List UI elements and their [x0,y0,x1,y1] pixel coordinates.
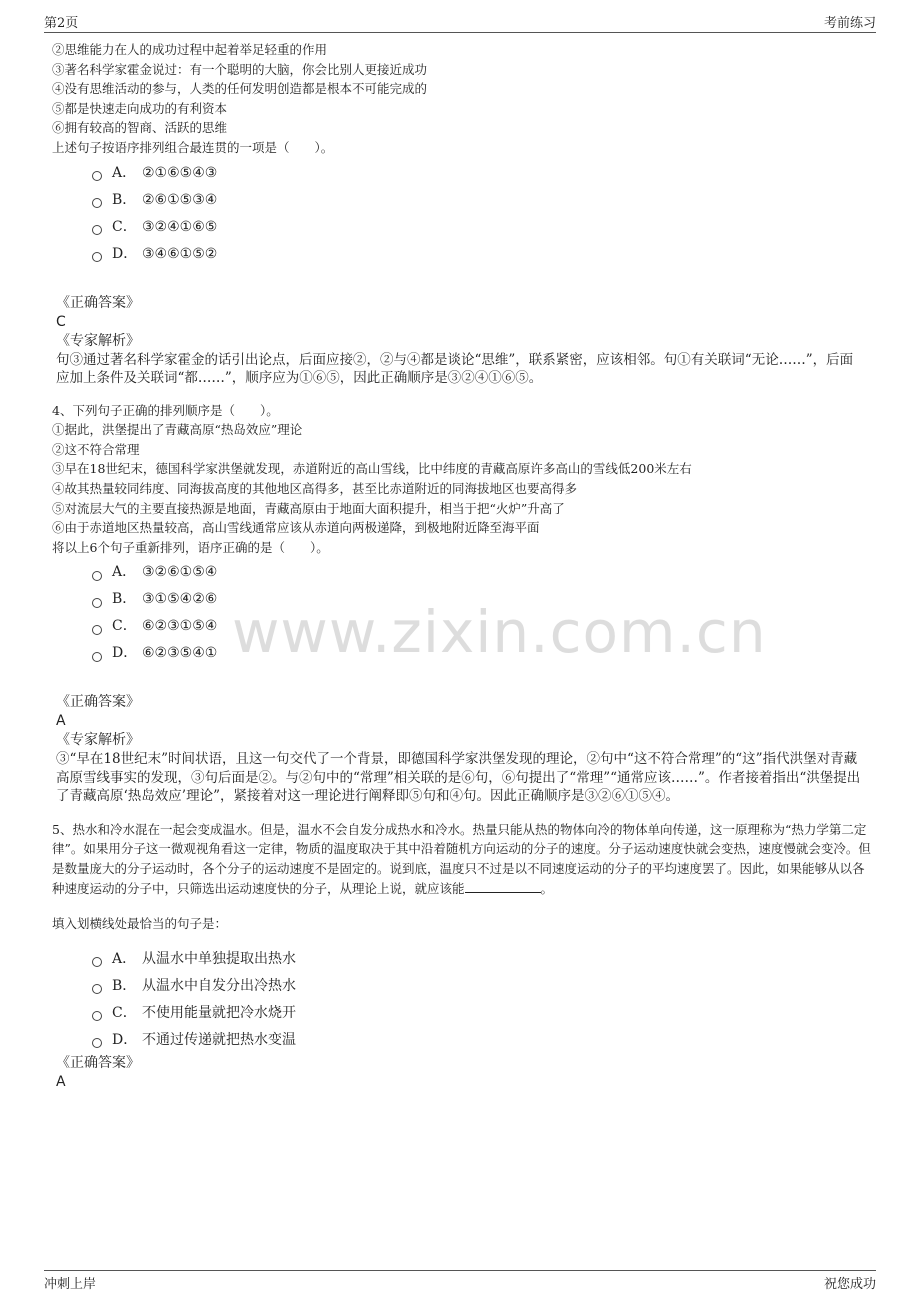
q4-option-d[interactable]: D． ⑥②③⑤④① [92,640,872,667]
q5-option-d[interactable]: D． 不通过传递就把热水变温 [92,1027,872,1054]
q5-passage: 5、热水和冷水混在一起会变成温水。但是，温水不会自发分成热水和冷水。热量只能从热的物体向冷的物体单向传递，这一原理称为“热力学第二定律”。如果用分子这一微观视角看这一定律，物质的温度取决于其中沿着随机方向运动的分子的速度。分子运动速度快就会变热，速度慢就会变冷。但是数量庞大的分子运动时，各个分子的运动速度不是固定的。说到底，温度只不过是以不同速度运动的分子的平均速度罢了。因此，如果能够从以各种速度运动的分子中，只筛选出运动速度快的分子，从理论上说，就应该能 。 [52,821,871,896]
question-3 [52,40,872,388]
q5-option-c[interactable]: C． 不使用能量就把冷水烧开 [92,1000,872,1027]
radio-button[interactable] [92,198,102,208]
analysis-text: ③“早在18世纪末”时间状语，且这一句交代了一个背景，即德国科学家洪堡发现的理论，②句中“这不符合常理”的“这”指代洪堡对青藏高原雪线事实的发现，③句后面是②。与②句中的“常理”相关联的是⑥句，⑥句提出了“常理”“通常应该……”。作者接着指出“洪堡提出了青藏高原‘热岛效应’理论”，紧接着对这一理论进行阐释即⑤句和④句。因此正确顺序是③②⑥①⑤④。 [56,751,861,805]
answer-label: 《正确答案》 [56,694,140,711]
q4-line: ④故其热量较同纬度、同海拔高度的其他地区高得多，甚至比赤道附近的同海拔地区也要高得多 [52,480,578,496]
header-title: 考前练习 [823,16,876,31]
radio-button[interactable] [92,571,102,581]
q5-option-a[interactable]: A． 从温水中单独提取出热水 [92,946,872,973]
q3-line: ⑤都是快速走向成功的有利资本 [52,100,228,116]
answer-value: A [56,713,66,730]
q3-option-c[interactable]: C． ③②④①⑥⑤ [92,214,872,241]
q3-line: ④没有思维活动的参与，人类的任何发明创造都是根本不可能完成的 [52,81,428,97]
q3-line: ②思维能力在人的成功过程中起着举足轻重的作用 [52,42,328,57]
analysis-label: 《专家解析》 [56,732,140,749]
page-footer [44,1270,876,1295]
footer-left: 冲刺上岸 [44,1277,97,1292]
q4-options [92,559,872,667]
radio-button[interactable] [92,1038,102,1048]
radio-button[interactable] [92,598,102,608]
q3-options [92,160,872,268]
radio-button[interactable] [92,625,102,635]
analysis-text: 句③通过著名科学家霍金的话引出论点，后面应接②，②与④都是谈论“思维”，联系紧密，应该相邻。句①有关联词“无论……”，后面应加上条件及关联词“都……”，顺序应为①⑥⑤，因此正确顺序是③②④①⑥⑤。 [56,351,854,387]
q3-line: ③著名科学家霍金说过：有一个聪明的大脑，你会比别人更接近成功 [52,61,428,77]
question-5 [52,820,872,1092]
watermark: www.zixin.com.cn [232,598,767,666]
answer-label: 《正确答案》 [56,294,140,311]
q4-option-a[interactable]: A． ③②⑥①⑤④ [92,559,872,586]
footer-right: 祝您成功 [823,1277,876,1292]
q5-prompt: 填入划横线处最恰当的句子是： [52,916,228,932]
q3-option-a[interactable]: A． ②①⑥⑤④③ [92,160,872,187]
analysis-label: 《专家解析》 [56,332,140,349]
q5-options [92,946,872,1054]
q4-line: ②这不符合常理 [52,441,140,457]
q4-option-c[interactable]: C． ⑥②③①⑤④ [92,613,872,640]
q4-line: ⑥由于赤道地区热量较高，高山雪线通常应该从赤道向两极递降，到极地附近降至海平面 [52,520,540,536]
radio-button[interactable] [92,252,102,262]
q3-option-d[interactable]: D． ③④⑥①⑤② [92,241,872,268]
radio-button[interactable] [92,1011,102,1021]
radio-button[interactable] [92,171,102,181]
document-content [52,40,872,1092]
page-number: 第2页 [44,16,79,31]
answer-label: 《正确答案》 [56,1054,140,1071]
fill-blank [465,880,541,893]
q4-stem: 4、下列句子正确的排列顺序是（ ）。 [52,402,279,418]
q4-prompt: 将以上6个句子重新排列，语序正确的是（ ）。 [52,539,329,555]
q3-line: ⑥拥有较高的智商、活跃的思维 [52,120,228,136]
radio-button[interactable] [92,225,102,235]
q4-line: ③早在18世纪末，德国科学家洪堡就发现，赤道附近的高山雪线，比中纬度的青藏高原许多高山的雪线低200米左右 [52,461,692,477]
q4-option-b[interactable]: B． ③①⑤④②⑥ [92,586,872,613]
q3-option-b[interactable]: B． ②⑥①⑤③④ [92,187,872,214]
question-4 [52,401,872,806]
q4-line: ⑤对流层大气的主要直接热源是地面，青藏高原由于地面大面积提升，相当于把“火炉”升高了 [52,500,565,516]
q3-stem: 上述句子按语序排列组合最连贯的一项是（ ）。 [52,139,334,155]
radio-button[interactable] [92,957,102,967]
answer-value: C [56,313,66,330]
radio-button[interactable] [92,984,102,994]
radio-button[interactable] [92,652,102,662]
answer-value: A [56,1073,66,1090]
page-header [44,12,876,33]
q5-option-b[interactable]: B． 从温水中自发分出冷热水 [92,973,872,1000]
q4-line: ①据此，洪堡提出了青藏高原“热岛效应”理论 [52,422,303,438]
